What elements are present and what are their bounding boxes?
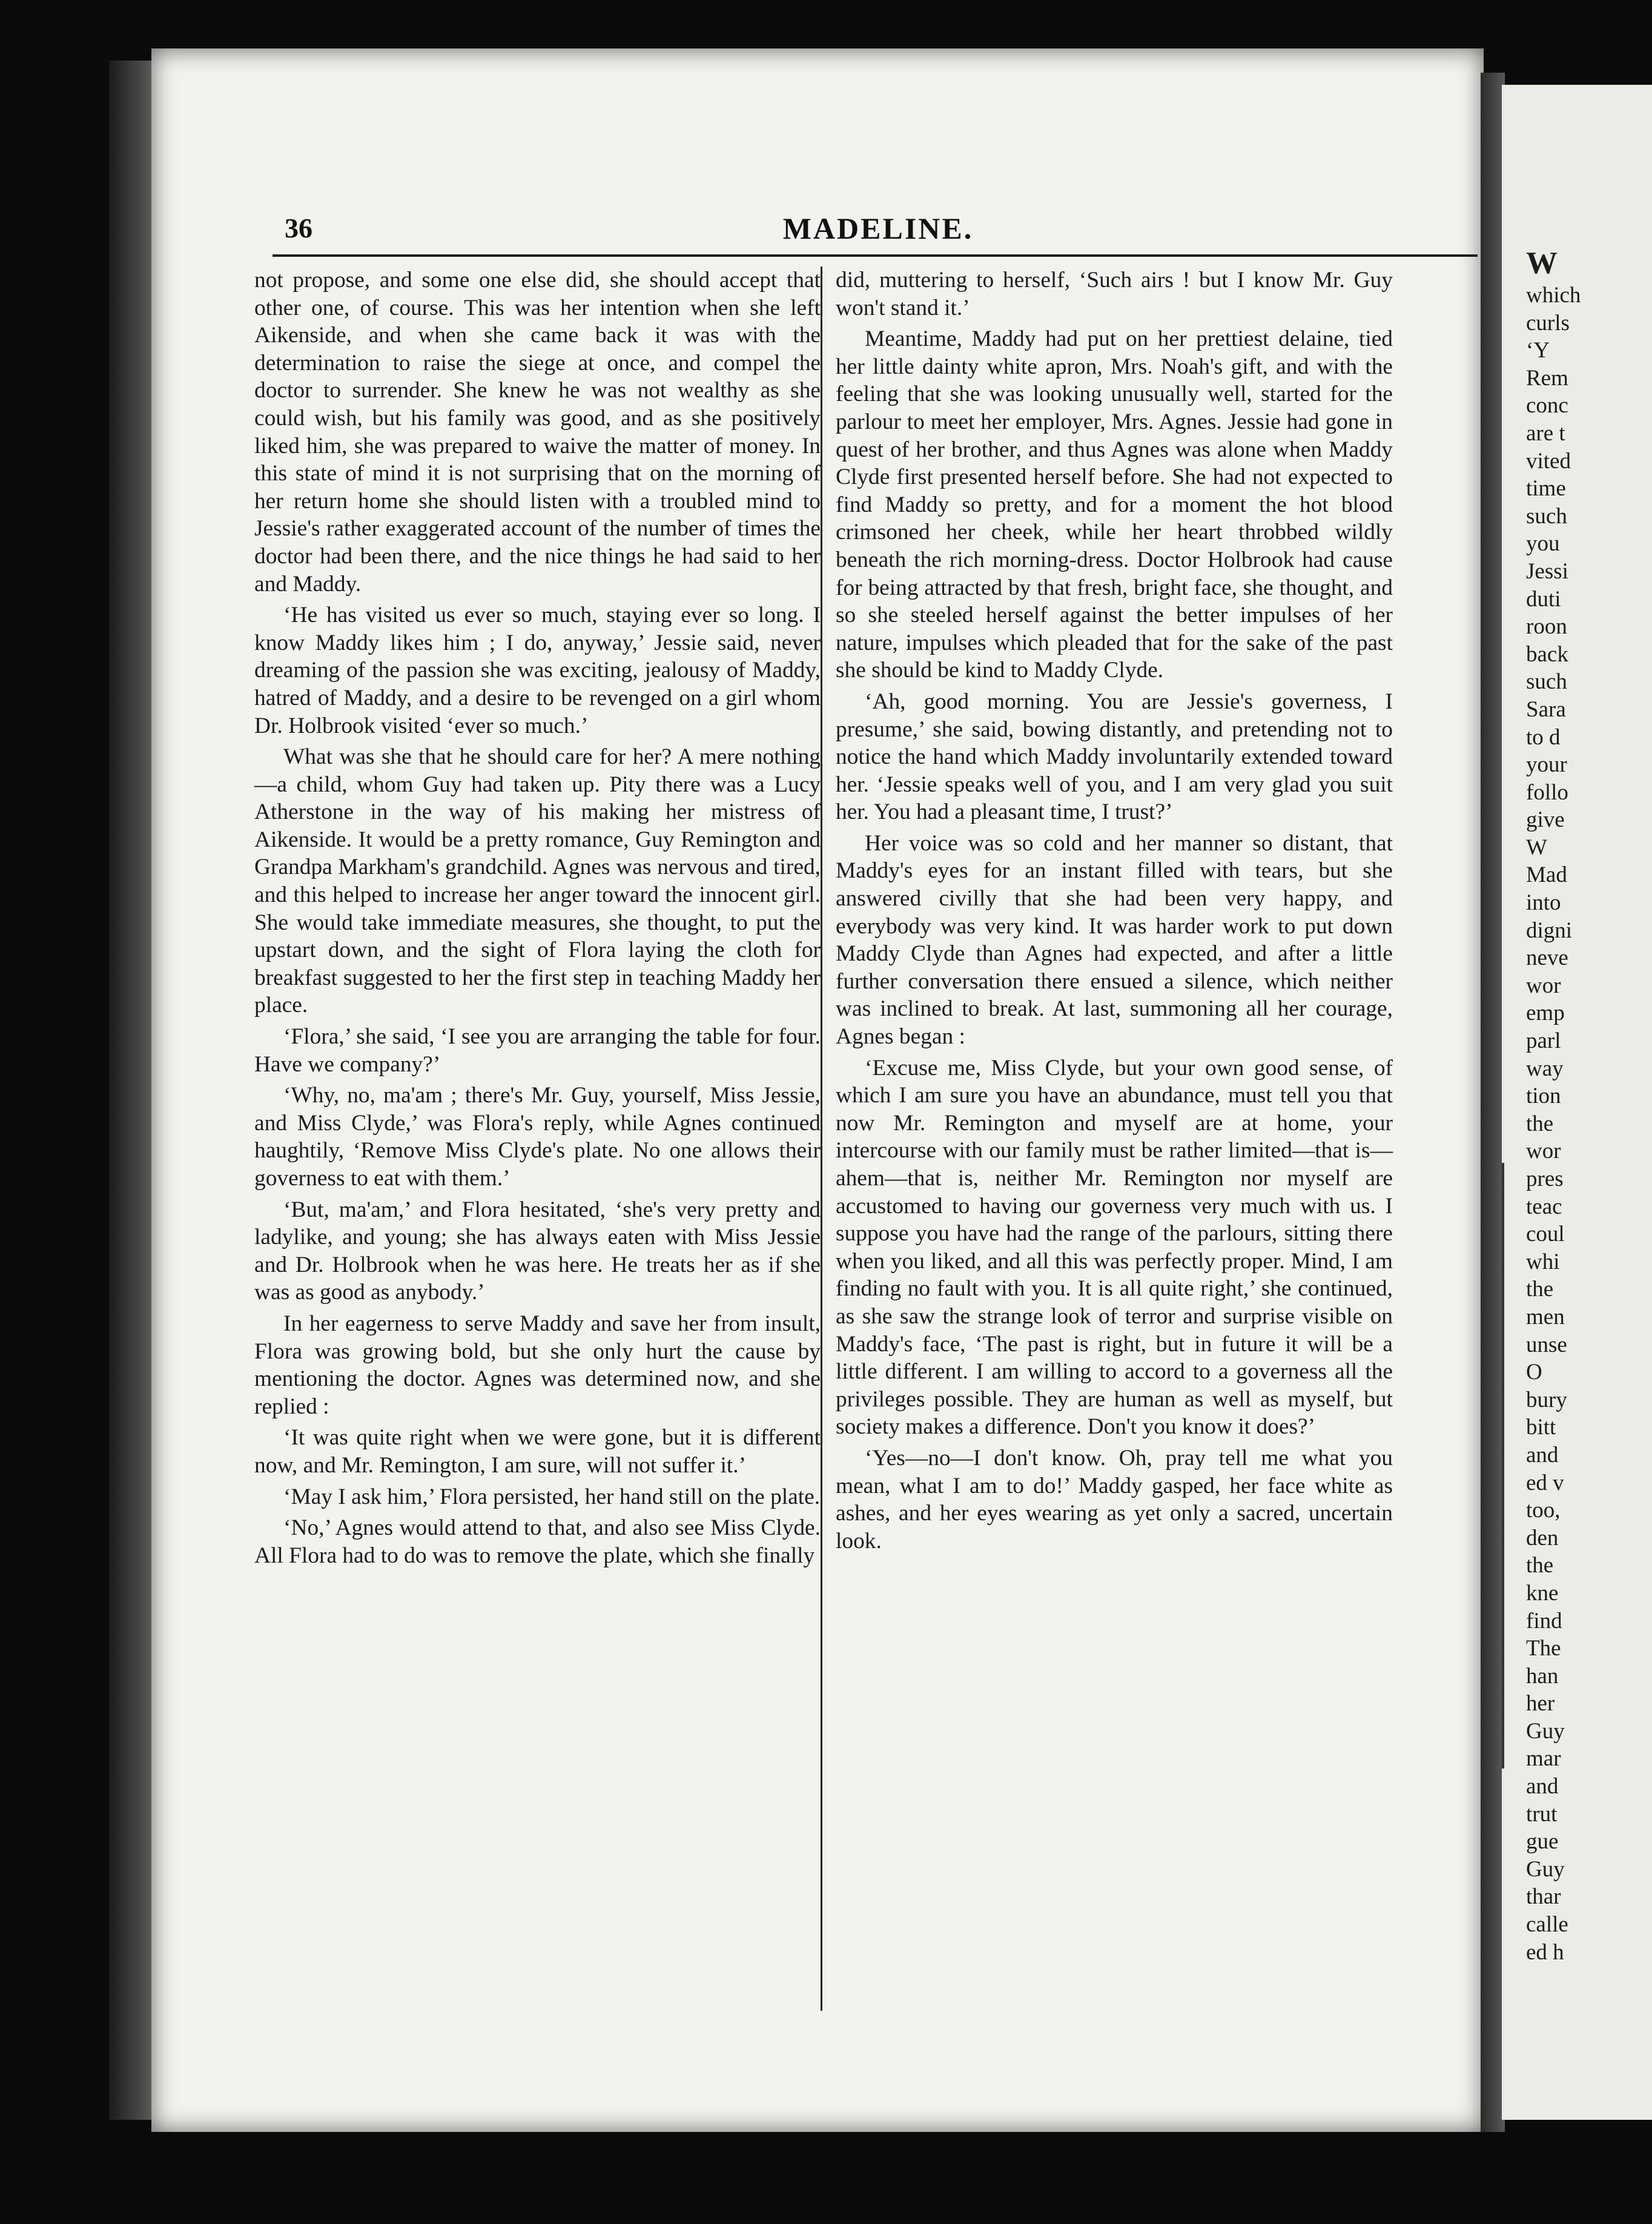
facing-line: time xyxy=(1526,476,1566,501)
facing-line: neve xyxy=(1526,945,1568,971)
right-column xyxy=(836,266,1393,1558)
facing-line: curls xyxy=(1526,310,1570,336)
paragraph: ‘But, ma'am,’ and Flora hesitated, ‘she's very pretty and ladylike, and young; she has always eaten with Miss Jessie and Dr. Holbrook when he was here. He treats her as if she was as good as anybody.’ xyxy=(254,1197,821,1305)
facing-line: too, xyxy=(1526,1498,1561,1523)
paragraph: did, muttering to herself, ‘Such airs ! but I know Mr. Guy won't stand it.’ xyxy=(836,268,1393,320)
facing-line: emp xyxy=(1526,1001,1565,1026)
facing-line: duti xyxy=(1526,586,1561,612)
facing-line: men xyxy=(1526,1304,1565,1329)
facing-line: ed h xyxy=(1526,1939,1564,1965)
left-column xyxy=(254,266,821,1573)
paragraph: ‘It was quite right when we were gone, but it is different now, and Mr. Remington, I am sure, will not suffer it.’ xyxy=(254,1425,821,1478)
facing-line: the xyxy=(1526,1553,1554,1578)
facing-line: The xyxy=(1526,1636,1561,1661)
facing-line: way xyxy=(1526,1056,1564,1081)
paragraph: ‘Yes—no—I don't know. Oh, pray tell me what you mean, what I am to do!’ Maddy gasped, her face white as ashes, and her eyes wearing as yet only a sacred, uncertain look. xyxy=(836,1445,1393,1554)
facing-line: gue xyxy=(1526,1829,1559,1855)
facing-line: kne xyxy=(1526,1580,1559,1606)
facing-page-text xyxy=(1526,245,1652,1966)
paragraph: Meantime, Maddy had put on her prettiest delaine, tied her little dainty white apron, Mrs. Noah's gift, and with the feeling that she was looking unusually well, started for the parlour to meet her employer, Mrs. Agnes. Jessie had gone in quest of her brother, and thus Agnes was alone when Maddy Clyde first presented herself before. She had not expected to find Maddy so pretty, and for a moment the hot blood crimsoned her cheek, while her heart throbbed wildly beneath the rich morning-dress. Doctor Holbrook had cause for being attracted by that fresh, bright face, she thought, and so she steeled herself against the better impulses of her nature, impulses which pleaded that for the sake of the past she should be kind to Maddy Clyde. xyxy=(836,326,1393,683)
facing-page-fragment xyxy=(1502,85,1652,2120)
facing-line: ed v xyxy=(1526,1470,1564,1495)
facing-line: Rem xyxy=(1526,365,1568,391)
paragraph: ‘May I ask him,’ Flora persisted, her hand still on the plate. xyxy=(283,1484,821,1509)
paragraph: What was she that he should care for her? A mere nothing—a child, whom Guy had taken up. Pity there was a Lucy Atherstone in the way of his making her mistress of Aikenside. It would be a pretty romance, Guy Remington and Grandpa Markham's grandchild. Agnes was nervous and tired, and this helped to increase her anger toward the innocent girl. She would take immediate measures, she thought, to put the upstart down, and the sight of Flora laying the cloth for breakfast suggested to her the first step in teaching Maddy her place. xyxy=(254,744,821,1018)
book-page xyxy=(151,48,1484,2132)
facing-line: Guy xyxy=(1526,1856,1565,1882)
paragraph: not propose, and some one else did, she should accept that other one, of course. This was her intention when she left Aikenside, and when she came back it was with the determination to raise the siege at once, and compel the doctor to surrender. She knew he was not wealthy as she could wish, but his family was good, and as she positively liked him, she was prepared to waive the matter of money. In this state of mind it is not surprising that on the morning of her return home she should listen with a troubled mind to Jessie's rather exaggerated account of the number of times the doctor had been there, and the nice things he had said to her and Maddy. xyxy=(254,268,821,597)
facing-line: the xyxy=(1526,1111,1554,1136)
facing-line: such xyxy=(1526,669,1567,695)
facing-line: ‘Y xyxy=(1526,338,1550,363)
facing-line: vited xyxy=(1526,448,1571,474)
column-divider xyxy=(821,266,822,2011)
facing-line: Guy xyxy=(1526,1718,1565,1744)
facing-line: find xyxy=(1526,1608,1562,1633)
facing-line: wor xyxy=(1526,973,1561,998)
facing-line: such xyxy=(1526,503,1567,529)
facing-line: tion xyxy=(1526,1084,1561,1109)
facing-line: calle xyxy=(1526,1912,1568,1938)
facing-line: conc xyxy=(1526,393,1568,419)
paragraph: In her eagerness to serve Maddy and save her from insult, Flora was growing bold, but she only hurt the cause by mentioning the doctor. Agnes was determined now, and she replied : xyxy=(254,1311,821,1419)
facing-line: Mad xyxy=(1526,862,1567,888)
facing-line: her xyxy=(1526,1691,1555,1716)
facing-line: han xyxy=(1526,1663,1559,1689)
facing-line: bitt xyxy=(1526,1415,1556,1440)
header-rule xyxy=(273,254,1478,257)
paragraph: ‘Why, no, ma'am ; there's Mr. Guy, yourself, Miss Jessie, and Miss Clyde,’ was Flora's reply, while Agnes continued haughtily, ‘Remove Miss Clyde's plate. No one allows their governess to eat with them.’ xyxy=(254,1083,821,1191)
facing-column-rule xyxy=(1502,1163,1504,1769)
facing-line: to d xyxy=(1526,724,1561,750)
facing-line: are t xyxy=(1526,420,1565,446)
facing-line: trut xyxy=(1526,1801,1558,1827)
facing-line: pres xyxy=(1526,1167,1564,1191)
facing-line: thar xyxy=(1526,1884,1561,1910)
facing-line: Sara xyxy=(1526,697,1566,722)
facing-line: parl xyxy=(1526,1028,1561,1054)
facing-line: W xyxy=(1526,835,1547,860)
facing-line: W xyxy=(1526,246,1558,280)
paragraph: Her voice was so cold and her manner so distant, that Maddy's eyes for an instant filled with tears, but she answered civilly that she had been very happy, and everybody was very kind. It was harder work to put down Maddy Clyde than Agnes had expected, and after a little further conversation there ensued a silence, which neither was inclined to break. At last, summoning all her courage, Agnes began : xyxy=(836,830,1393,1050)
facing-line: back xyxy=(1526,641,1568,667)
facing-line: teac xyxy=(1526,1194,1562,1219)
running-head xyxy=(285,170,1472,248)
facing-line: mar xyxy=(1526,1746,1561,1772)
facing-line: and xyxy=(1526,1442,1559,1468)
facing-line: digni xyxy=(1526,918,1573,943)
facing-line: Jessi xyxy=(1526,558,1568,584)
facing-line: wor xyxy=(1526,1139,1561,1164)
facing-line: and xyxy=(1526,1774,1559,1799)
facing-line: the xyxy=(1526,1277,1554,1302)
paragraph: ‘No,’ Agnes would attend to that, and also see Miss Clyde. All Flora had to do was to remove the plate, which she finally xyxy=(254,1515,821,1568)
facing-line: you xyxy=(1526,531,1560,557)
facing-line: coul xyxy=(1526,1222,1565,1247)
paragraph: ‘He has visited us ever so much, staying ever so long. I know Maddy likes him ; I do, anyway,’ Jessie said, never dreaming of the passion she was exciting, jealousy of Maddy, hatred of Maddy, and a desire to be revenged on a girl whom Dr. Holbrook visited ‘ever so much.’ xyxy=(254,603,821,738)
facing-line: your xyxy=(1526,752,1567,778)
page-number: 36 xyxy=(285,213,312,243)
facing-line: O xyxy=(1526,1360,1542,1385)
facing-line: unse xyxy=(1526,1332,1567,1357)
facing-page-gutter xyxy=(1481,73,1505,2132)
paragraph: ‘Flora,’ she said, ‘I see you are arranging the table for four. Have we company?’ xyxy=(254,1024,821,1077)
facing-line: roon xyxy=(1526,614,1567,640)
running-title: MADELINE. xyxy=(782,211,974,245)
facing-line: bury xyxy=(1526,1387,1567,1412)
paragraph: ‘Excuse me, Miss Clyde, but your own good sense, of which I am sure you have an abundance, must tell you that now Mr. Remington and myself are at home, your intercourse with our family must be rather limited—that is—ahem—that is, neither Mr. Remington nor myself are accustomed to having our governess very much with us. I suppose you have had the range of the parlours, sitting there when you liked, and all this was perfectly proper. Mind, I am finding no fault with you. It is all quite right,’ she continued, as she saw the strange look of terror and surprise visible on Maddy's face, ‘The past is right, but in future it will be a little different. I am willing to accord to a governess all the privileges possible. They are human as well as myself, but society makes a difference. Don't you know it does?’ xyxy=(836,1055,1393,1440)
facing-line: into xyxy=(1526,890,1561,916)
facing-line: den xyxy=(1526,1525,1559,1551)
facing-line: follo xyxy=(1526,779,1568,805)
paragraph: ‘Ah, good morning. You are Jessie's governess, I presume,’ she said, bowing distantly, and pretending not to notice the hand which Maddy involuntarily extended toward her. ‘Jessie speaks well of you, and I am very glad you suit her. You had a pleasant time, I trust?’ xyxy=(836,689,1393,825)
facing-line: give xyxy=(1526,807,1565,833)
facing-line: whi xyxy=(1526,1249,1560,1274)
facing-line: which xyxy=(1526,283,1581,308)
